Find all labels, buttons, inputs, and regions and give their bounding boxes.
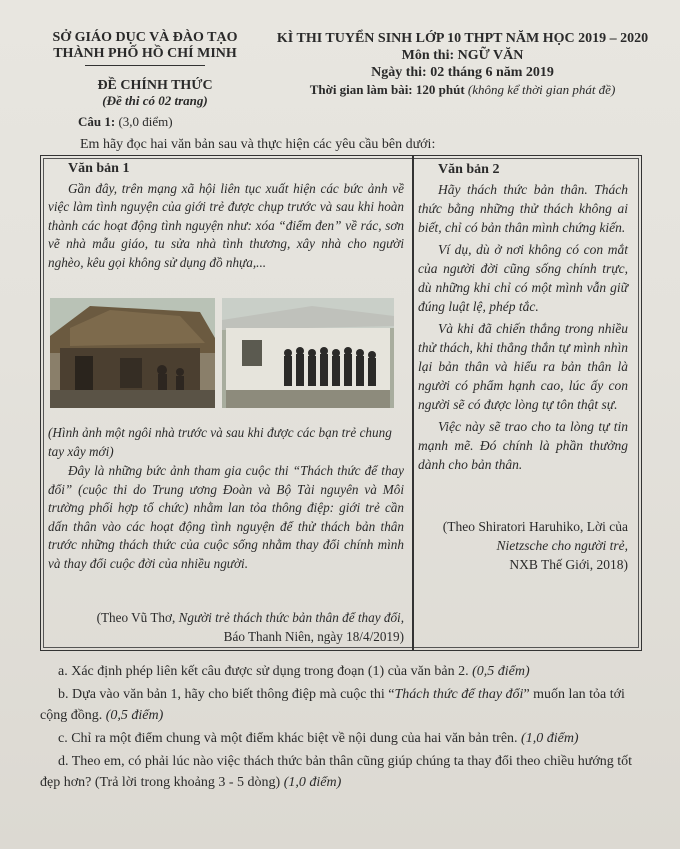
question-1-heading bbox=[78, 114, 173, 130]
text-1-paragraph-2: Đây là những bức ảnh tham gia cuộc thi “Thách thức để thay đổi” (cuộc thi do Trung ương Đoàn và Bộ Tài nguyên và Môi trường phối hợp tổ chức) nhằm lan tỏa thông điệp: giới trẻ cần dấn thân vào các hoạt động tình nguyện để thử thách bản thân trước những thách thức của cuộc sống nhằm thay đổi chính mình và thay đổi cuộc đời của nhiều người. bbox=[48, 463, 404, 571]
text-1-block-2 bbox=[48, 462, 404, 573]
text-1-source bbox=[48, 609, 404, 646]
text-2-source-line-3: NXB Thế Giới, 2018) bbox=[509, 557, 628, 572]
duration-label: Thời gian làm bài: 120 phút bbox=[309, 82, 465, 97]
text-2-paragraph-1: Hãy thách thức bản thân. Thách thức bằng những thử thách không ai biết, chỉ có bản thân mình chứng kiến. bbox=[418, 182, 628, 235]
task-c-points: (1,0 điểm) bbox=[521, 731, 579, 746]
question-tasks bbox=[40, 661, 650, 795]
text-1-source-line-2: Báo Thanh Niên, ngày 18/4/2019) bbox=[223, 628, 404, 644]
question-1-intro: Em hãy đọc hai văn bản sau và thực hiện các yêu cầu bên dưới: bbox=[80, 137, 436, 152]
exam-header bbox=[265, 30, 660, 98]
task-d-text: d. Theo em, có phải lúc nào việc thách thức bản thân cũng giúp chúng ta thay đổi theo chiều hướng tốt đẹp hơn? (Trả lời trong khoảng 3 - 5 dòng) bbox=[40, 754, 632, 790]
photo-caption: (Hình ảnh một ngôi nhà trước và sau khi được các bạn trẻ chung tay xây mới) bbox=[48, 425, 392, 459]
duration-note: (không kể thời gian phát đề) bbox=[467, 82, 616, 97]
text-1-source-title: Người trẻ thách thức bản thân để thay đổi, bbox=[178, 610, 404, 625]
exam-title: KÌ THI TUYỂN SINH LỚP 10 THPT NĂM HỌC 2019 – 2020 bbox=[276, 31, 649, 46]
exam-date: Ngày thi: 02 tháng 6 năm 2019 bbox=[371, 65, 554, 80]
text-2-paragraph-2: Ví dụ, dù ở nơi không có con mắt của người đời cũng sống chính trực, dù những khi chỉ có một mình vẫn giữ đúng luật lệ, phép tắc. bbox=[418, 242, 628, 314]
header-underline bbox=[85, 65, 205, 66]
text-2-block bbox=[418, 160, 628, 474]
task-b bbox=[40, 684, 650, 726]
task-b-quote: Thách thức để thay đổi bbox=[394, 687, 524, 702]
text-2-source-line-1: (Theo Shiratori Haruhiko, Lời của bbox=[442, 519, 628, 534]
department-header bbox=[40, 30, 250, 66]
text-1-paragraph-1: Gần đây, trên mạng xã hội liên tục xuất hiện các bức ảnh về việc làm tình nguyện của giới trẻ được chụp trước và sau khi hoàn thành các hoạt động tình nguyện như: xóa “điểm đen” về rác, sơn vẽ nhà mẫu giáo, tu sửa nhà tình thương, xây nhà cho người nghèo, kêu gọi không sử dụng đồ nhựa,... bbox=[48, 180, 404, 270]
text-1-source-prefix: (Theo Vũ Thơ, bbox=[96, 610, 179, 625]
question-1-points: (3,0 điểm) bbox=[118, 114, 173, 129]
task-d bbox=[40, 751, 650, 793]
task-a bbox=[40, 661, 650, 682]
pages-note: (Đề thi có 02 trang) bbox=[102, 93, 208, 108]
task-d-points: (1,0 điểm) bbox=[283, 775, 342, 790]
department-line-2: THÀNH PHỐ HỒ CHÍ MINH bbox=[53, 46, 237, 61]
table-column-divider bbox=[412, 156, 414, 650]
text-2-source bbox=[418, 517, 628, 574]
text-2-paragraph-3: Và khi đã chiến thắng trong nhiều thử thách, khi thẳng thắn tự mình nhìn lại bản thân và hiểu ra bản thân là người có phẩm hạnh cao, lúc ấy con người sẽ có được lòng tự tôn thật sự. bbox=[418, 321, 628, 412]
text-2-title: Văn bản 2 bbox=[438, 162, 500, 177]
exam-subject: Môn thi: NGỮ VĂN bbox=[401, 48, 524, 63]
exam-duration bbox=[265, 81, 660, 98]
task-b-points: (0,5 điểm) bbox=[105, 708, 164, 723]
after-house-photo bbox=[222, 298, 394, 408]
official-label: ĐỀ CHÍNH THỨC bbox=[97, 78, 213, 93]
task-c bbox=[40, 728, 650, 749]
official-block bbox=[70, 78, 240, 108]
task-b-text-2: ” muốn lan tỏa tới cộng đồng. bbox=[40, 687, 625, 723]
text-2-source-line-2: Nietzsche cho người trẻ, bbox=[496, 538, 628, 553]
text-1-source-line-1 bbox=[48, 609, 404, 628]
task-c-text: c. Chỉ ra một điểm chung và một điểm khác biệt về nội dung của hai văn bản trên. bbox=[58, 731, 518, 746]
text-2-paragraph-4: Việc này sẽ trao cho ta lòng tự tin mạnh mẽ. Đó chính là phần thưởng dành cho bản thân. bbox=[418, 419, 628, 472]
task-a-text: a. Xác định phép liên kết câu được sử dụng trong đoạn (1) của văn bản 2. bbox=[58, 664, 469, 679]
department-line-1: SỞ GIÁO DỤC VÀ ĐÀO TẠO bbox=[52, 30, 238, 45]
task-a-points: (0,5 điểm) bbox=[472, 664, 530, 679]
before-house-photo bbox=[50, 298, 215, 408]
text-1-title: Văn bản 1 bbox=[68, 161, 130, 176]
text-1-block bbox=[48, 160, 404, 272]
task-b-text-1: b. Dựa vào văn bản 1, hãy cho biết thông điệp mà cuộc thi “ bbox=[58, 687, 395, 702]
question-1-label: Câu 1: bbox=[78, 114, 116, 129]
